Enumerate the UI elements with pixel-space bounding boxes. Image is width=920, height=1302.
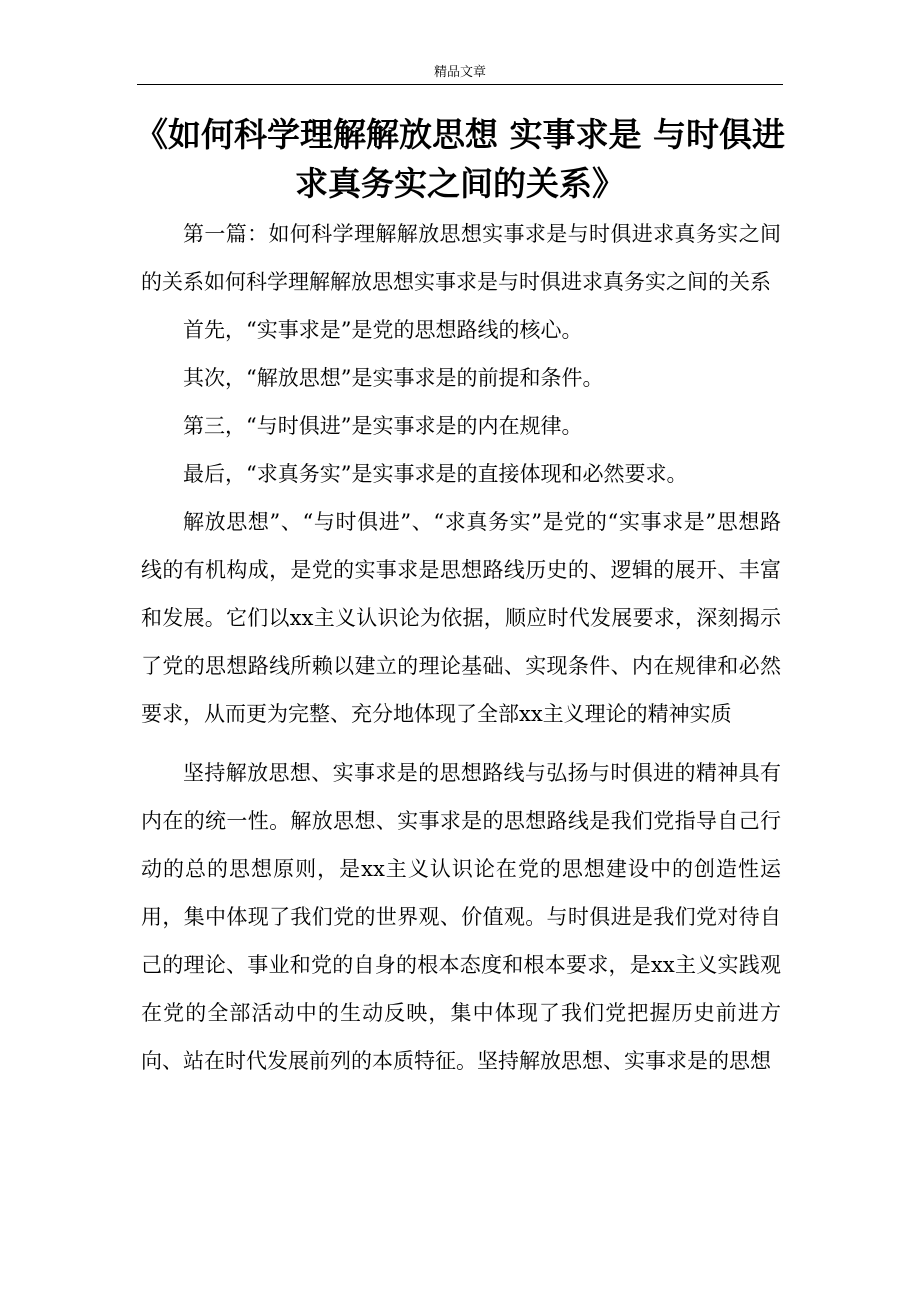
paragraph-fourth-point: 最后，“求真务实”是实事求是的直接体现和必然要求。 bbox=[183, 462, 688, 486]
paragraph-summary: 解放思想”、“与时俱进”、“求真务实”是党的“实事求是”思想路线的有机构成，是党的实事求是思想路线历史的、逻辑的展开、丰富和发展。它们以xx主义认识论为依据，顺应时代发展要求，深刻揭示了党的思想路线所赖以建立的理论基础、实现条件、内在规律和必然要求，从而更为完整、充分地体现了全部xx主义理论的精神实质 bbox=[141, 510, 781, 726]
paragraph-second-point: 其次，“解放思想”是实事求是的前提和条件。 bbox=[183, 366, 604, 390]
page-header-label: 精品文章 bbox=[433, 65, 486, 80]
paragraph-first-point: 首先，“实事求是”是党的思想路线的核心。 bbox=[183, 318, 583, 342]
header-divider bbox=[137, 84, 783, 85]
document-body bbox=[141, 210, 781, 1085]
paragraph-intro: 第一篇：如何科学理解解放思想实事求是与时俱进求真务实之间的关系如何科学理解解放思想实事求是与时俱进求真务实之间的关系 bbox=[141, 222, 781, 294]
paragraph-unity: 坚持解放思想、实事求是的思想路线与弘扬与时俱进的精神具有内在的统一性。解放思想、实事求是的思想路线是我们党指导自己行动的总的思想原则，是xx主义认识论在党的思想建设中的创造性运用，集中体现了我们党的世界观、价值观。与时俱进是我们党对待自己的理论、事业和党的自身的根本态度和根本要求，是xx主义实践观在党的全部活动中的生动反映，集中体现了我们党把握历史前进方向、站在时代发展前列的本质特征。坚持解放思想、实事求是的思想 bbox=[141, 761, 781, 1073]
document-title: 《如何科学理解解放思想 实事求是 与时俱进 求真务实之间的关系》 bbox=[135, 115, 785, 203]
paragraph-third-point: 第三，“与时俱进”是实事求是的内在规律。 bbox=[183, 414, 583, 438]
